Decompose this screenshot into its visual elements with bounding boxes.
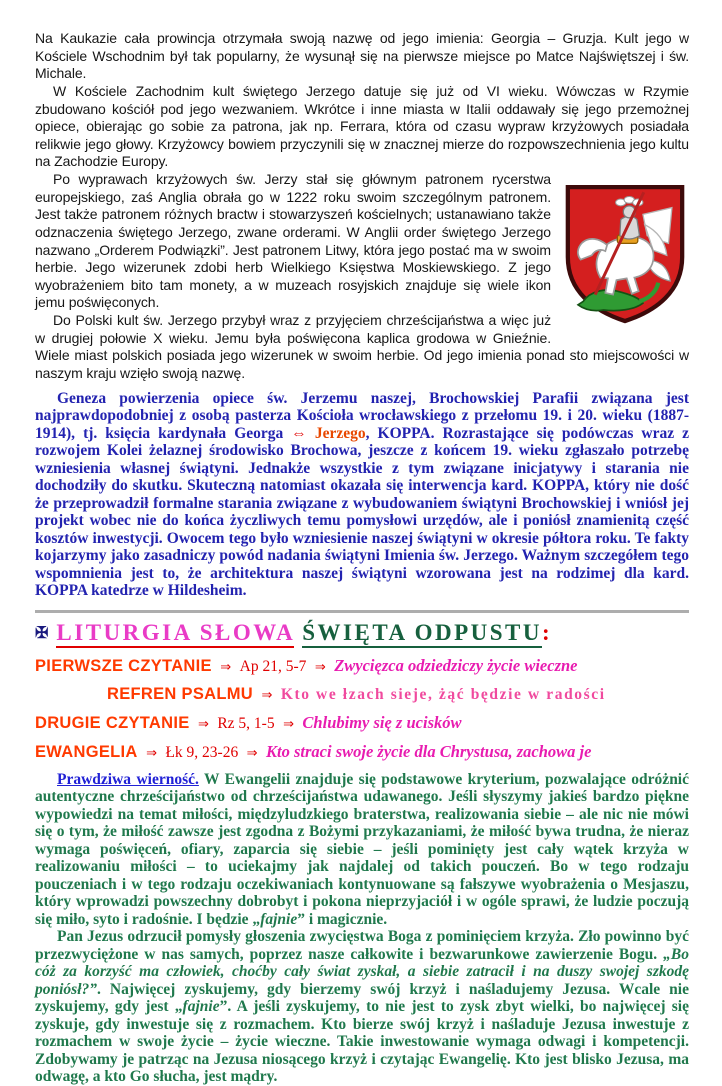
reading-quote: Zwycięzca odziedziczy życie wieczne (334, 655, 578, 675)
commentary-paragraph-1 (35, 770, 693, 929)
st-george-coat-of-arms-icon (561, 173, 689, 336)
text-segment: „Bo cóż za korzyść ma człowiek, choćby cały świat zyskał, a siebie zatracił i na duszy swojej szkodę poniósł?” (35, 945, 693, 998)
text-segment: Jerzego (314, 424, 366, 442)
reading-row-first (35, 656, 689, 676)
st-george-emblem (561, 173, 689, 336)
reading-reference: Łk 9, 23-26 (165, 743, 239, 761)
intro-paragraph-1: Na Kaukazie cała prowincja otrzymała swoją nazwę od jego imienia: Georgia – Gruzja. Kult jego w Kościele Wschodnim był tak popularny, że wysunął się na pierwsze miejsce po Matce Najświętszej i św. Michale. (35, 30, 689, 82)
heading-swieta-odpustu: ŚWIĘTA ODPUSTU (302, 620, 542, 648)
heading-colon: : (541, 619, 553, 645)
arrow-icon: ⇒ (314, 658, 326, 674)
text-segment: ”. A jeśli zyskujemy, to nie jest to zysk zbyt wielki, bo najwięcej się zyskuje, gdy inwestuje się z rozmachem. Kto bierze swój krzyż i naśladuje Jezusa inwestuje z rozmachem w swoje życie – życie wieczne. Takie inwestowanie wymaga odwagi i kompetencji. Zdobywamy je patrząc na Jezusa niosącego krzyż i czytając Ewangelię. Kto jest blisko Jezusa, ma odwagę, a kto Go słucha, jest mądry. (35, 998, 693, 1085)
section-heading (35, 620, 689, 646)
text-segment: , KOPPA. Rozrastające się podówczas wraz z rozwojem Kolei żelaznej środowisko Brochowa, jeszcze z końcem 19. wieku zgłaszało potrzebę wzniesienia własnej świątyni. Jednakże wszystkie z tym związane inicjatywy i starania nie dochodziły do skutku. Skuteczną natomiast okazała się interwencja kard. KOPPA, który nie dość że przeprowadził formalne starania związane z wybudowaniem świątyni Brochowskiej i wniósł jej projekt wobec nie do końca życzliwych temu pomysłowi urzędów, ale i poniósł znamienitą część kosztów inwestycji. Owocem tego było wzniesienie naszej świątyni w okresie półtora roku. Te fakty kojarzymy jako zasadniczy powód nadania świątyni Imienia św. Jerzego. Ważnym szczegółem tego wspomnienia jest to, że architektura naszej świątyni wzorowana jest na rodzimej dla kard. KOPPA katedrze w Hildesheim. (35, 424, 693, 599)
text-segment: Pan Jezus odrzucił pomysły głoszenia zwycięstwa Boga z pominięciem krzyża. Zło powinno być przezwyciężone w nas samych, poprzez nasze całkowite i bezwarunkowe zawierzenie Bogu. (35, 928, 693, 963)
section-divider (35, 610, 689, 613)
arrow-icon: ⇒ (246, 744, 258, 760)
reading-label: PIERWSZE CZYTANIE (35, 656, 212, 675)
intro-paragraph-3: Po wyprawach krzyżowych św. Jerzy stał się głównym patronem rycerstwa europejskiego, zaś Anglia obrała go w 1222 roku swoim szczególnym patronem. Jest także patronem różnych bractw i stowarzyszeń kościelnych; ustanawiano także odznaczenia świętego Jerzego, zwane orderami. W Anglii order świętego Jerzego nazwano „Orderem Podwiązki”. Jest patronem Litwy, która jego postać ma w swoim herbie. Jego wizerunek zdobi herb Wielkiego Księstwa Moskiewskiego. Z jego wyobrażeniem bito tam monety, a w muzeach rosyjskich znajduje się wiele ikon jemu poświęconych. (35, 171, 551, 311)
text-segment: fajnie (260, 910, 298, 928)
arrow-icon: ⇒ (220, 658, 232, 674)
text-segment: . Najwięcej zyskujemy, gdy bierzemy swój krzyż i naśladujemy Jezusa. Wcale nie zyskujemy, gdy jest „ (35, 980, 693, 1015)
arrow-icon: ⇒ (283, 715, 294, 731)
text-segment: ” i magicznie. (297, 910, 388, 928)
commentary-section (35, 770, 693, 1086)
arrow-icon: ⇒ (146, 744, 157, 760)
text-segment: ⇔ (291, 424, 315, 442)
reading-quote: Kto straci swoje życie dla Chrystusa, zachowa je (266, 741, 592, 761)
reading-reference: Ap 21, 5-7 (239, 657, 307, 675)
reading-label: REFREN PSALMU (107, 684, 253, 703)
text-segment: Geneza powierzenia opiece św. Jerzemu naszej, Brochowskiej Parafii związana jest najprawdopodobniej z osobą pasterza Kościoła wrocławskiego z przełomu 19. i 20. wieku (1887-1914), tj. księcia kardynała Georga (35, 389, 693, 442)
reading-row-gospel (35, 742, 689, 762)
parish-history-paragraph (35, 389, 693, 600)
text-segment: W Ewangelii znajduje się podstawowe kryterium, pozwalające odróżnić autentyczne chrześcijaństwo od chrześcijaństwa udawanego. Jeśli słyszymy jakieś bardzo piękne wypowiedzi na temat miłości, międzyludzkiego braterstwa, realizowania siebie – ale nic nie mówi się o tym, że miłość zawsze jest zgodna z Bożymi przykazaniami, że miłość bywa trudna, że nieraz wymaga poświęceń, ofiary, zaparcia się siebie – jeśli pominięty jest cały wątek krzyża w realizowaniu miłości – to uciekajmy jak najdalej od takich pouczeń. Bo w tego rodzaju pouczeniach i w tego rodzaju oczekiwaniach kontynuowane są fałszywe wyobrażenia o Mesjaszu, który wprowadzi powszechny dobrobyt i pokona nieprzyjaciół i w ogóle sprawi, że ludzie poczują się miło, syto i radośnie. I będzie „ (35, 770, 693, 928)
intro-paragraph-4: Do Polski kult św. Jerzego przybył wraz z przyjęciem chrześcijaństwa a więc już w drugiej połowie X wieku. Jemu była poświęcona kaplica grodowa w Gnieźnie. Wiele miast polskich posiada jego wizerunek w swoim herbie. Od jego imienia ponad sto miejscowości w naszym kraju wzięło swoją nazwę. (35, 312, 689, 381)
arrow-icon: ⇒ (197, 715, 209, 731)
arrow-icon: ⇒ (261, 686, 273, 702)
reading-quote: Chlubimy się z ucisków (302, 712, 462, 732)
reading-reference: Rz 5, 1-5 (217, 714, 275, 732)
text-segment: Prawdziwa wierność. (57, 770, 199, 788)
text-segment: fajnie (182, 998, 220, 1015)
intro-paragraph-2: W Kościele Zachodnim kult świętego Jerzego datuje się już od VI wieku. Wówczas w Rzymie zbudowano kościół pod jego wezwaniem. Wkrótce i inne miasta w Italii oddawały się jego przemożnej opiece, obierając go sobie za patrona, jak np. Ferrara, która od czasu wypraw krzyżowych posiadała relikwie jego głowy. Krzyżowcy bowiem przyczynili się w znacznej mierze do rozpowszechnienia jego kultu na Zachodzie Europy. (35, 82, 689, 170)
reading-label: EWANGELIA (35, 742, 138, 761)
reading-label: DRUGIE CZYTANIE (35, 713, 190, 732)
commentary-paragraph-2 (35, 928, 693, 1086)
reading-row-second (35, 713, 689, 733)
heading-liturgia-slowa: LITURGIA SŁOWA (56, 620, 294, 648)
psalm-refrain-quote: Kto we łzach sieje, żąć będzie w radości (280, 685, 606, 703)
cross-bullet-icon: ✠ (35, 624, 49, 642)
reading-row-psalm (107, 685, 689, 704)
